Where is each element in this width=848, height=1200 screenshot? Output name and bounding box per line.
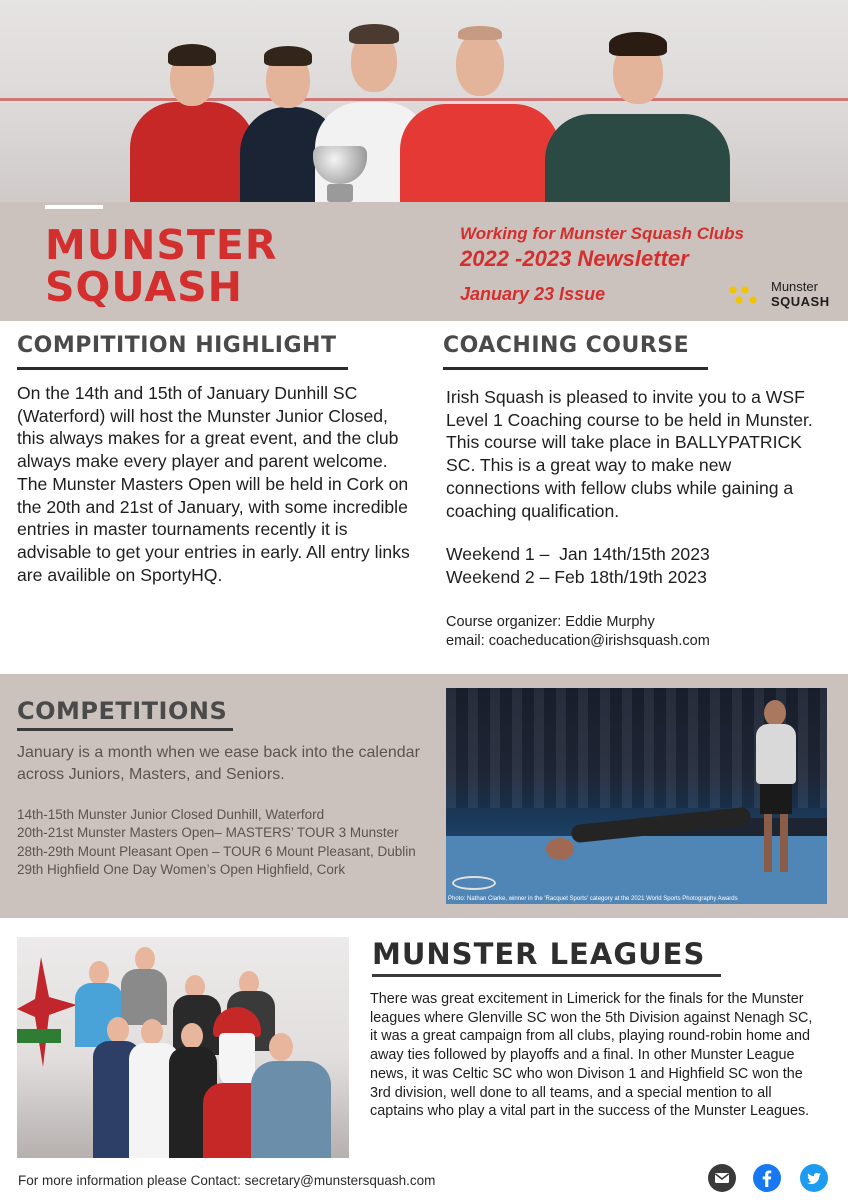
coaching-body: Irish Squash is pleased to invite you to a WSF Level 1 Coaching course to be held in Munster. This course will take place in BALLYPATRICK SC. This is a great way to make new connections with fellow clubs while gaining a coaching qualification. (446, 387, 813, 521)
weekend-1: Weekend 1 – Jan 14th/15th 2023 (446, 544, 710, 564)
competitions-intro: January is a month when we ease back into the calendar across Juniors, Masters, and Seniors. (17, 744, 420, 783)
competitions-heading: COMPETITIONS (17, 697, 228, 725)
leagues-divider (372, 974, 721, 977)
issue-label: January 23 Issue (460, 284, 606, 304)
list-item: 14th-15th Munster Junior Closed Dunhill, Waterford (17, 807, 325, 822)
highlight-divider (17, 367, 348, 370)
coaching-heading: COACHING COURSE (443, 333, 690, 358)
leagues-heading: MUNSTER LEAGUES (372, 937, 706, 971)
contact-line: For more information please Contact: secretary@munstersquash.com (18, 1173, 436, 1188)
highlight-heading: COMPITITION HIGHLIGHT (17, 333, 337, 358)
email-icon[interactable] (708, 1164, 736, 1192)
facebook-icon[interactable] (753, 1164, 781, 1192)
title-line-2: SQUASH (45, 263, 243, 311)
course-organizer: Course organizer: Eddie Murphy (446, 614, 655, 630)
highlight-body: On the 14th and 15th of January Dunhill SC (Waterford) will host the Munster Junior Closed, this always makes for a great event, and the club always make every player and parent welcome. The Munster Masters Open will be held in Cork on the 20th and 21st of January, with some incredible entries in master tournaments recently it is advisable to get your entries in early. All entry links are availible on SportyHQ. (17, 383, 410, 585)
event-list (17, 806, 442, 880)
hero-photo (0, 0, 848, 202)
newsletter-title: 2022 -2023 Newsletter (460, 246, 689, 271)
munster-squash-logo (727, 276, 835, 314)
squash-action-photo (446, 688, 827, 904)
crowns-icon (727, 284, 763, 306)
player-figure (545, 30, 730, 202)
star-decoration-icon (17, 957, 77, 1067)
team-photo (17, 937, 349, 1158)
player-figure (400, 24, 560, 202)
logo-text-line-2: SQUASH (771, 294, 830, 309)
list-item: 29th Highfield One Day Women’s Open Highfield, Cork (17, 862, 346, 878)
leagues-body: There was great excitement in Limerick for the finals for the Munster leagues where Glenville SC won the 5th Division against Nenagh SC, it was a great campaign from all clubs, playing round-robin home and away ties followed by playoffs and a final. In other Munster League news, it was Celtic SC who won Divison 1 and Highfield SC won the 3rd division, well done to all teams, and a special mention to all captains who play a vital part in the success of the Munster Leagues. (370, 991, 813, 1120)
list-item: 20th-21st Munster Masters Open– MASTERS’ TOUR 3 Munster (17, 825, 399, 841)
page-title (45, 221, 278, 311)
title-line-1: MUNSTER (45, 221, 278, 269)
photo-caption: Photo: Nathan Clarke, winner in the 'Racquet Sports' category at the 2021 World Sports Photography Awards (448, 896, 738, 902)
tagline: Working for Munster Squash Clubs (460, 224, 744, 243)
twitter-icon[interactable] (800, 1164, 828, 1192)
accent-bar (45, 205, 103, 209)
player-figure (130, 42, 255, 202)
course-email[interactable]: email: coacheducation@irishsquash.com (446, 633, 710, 649)
list-item: 28th-29th Mount Pleasant Open – TOUR 6 Mount Pleasant, Dublin (17, 843, 416, 859)
coaching-divider (443, 367, 708, 370)
trophy-icon (305, 140, 375, 202)
title-band (0, 202, 848, 321)
logo-text-line-1: Munster (771, 279, 818, 294)
weekend-2: Weekend 2 – Feb 18th/19th 2023 (446, 567, 707, 587)
competitions-divider (17, 728, 233, 731)
